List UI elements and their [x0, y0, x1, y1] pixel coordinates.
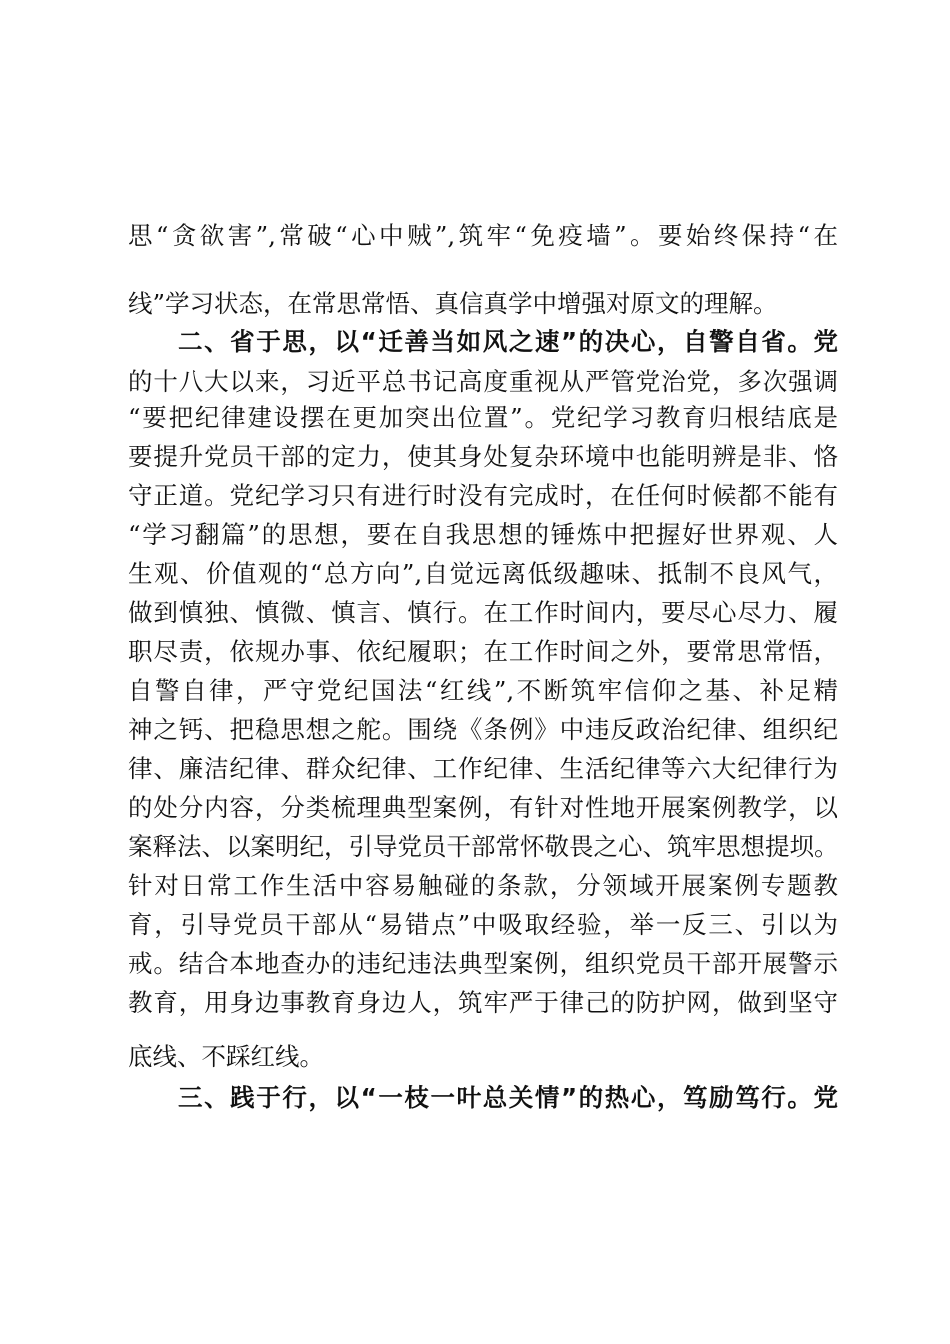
body-line-20: 底线、不踩红线。 [128, 1042, 324, 1071]
section-2-heading-line [178, 324, 838, 360]
body-line-11: 自警自律，严守党纪国法“红线”,不断筑牢信仰之基、补足精 [128, 676, 838, 705]
body-line-18: 戒。结合本地查办的违纪违法典型案例，组织党员干部开展警示 [128, 949, 838, 978]
body-line-10: 职尽责，依规办事、依纪履职；在工作时间之外，要常思常悟， [128, 637, 838, 666]
body-line-1: 思“贪欲害”,常破“心中贼”,筑牢“免疫墙”。要始终保持“在 [128, 221, 838, 250]
body-line-6: 守正道。党纪学习只有进行时没有完成时，在任何时候都不能有 [128, 481, 838, 510]
section-3-heading: 三、践于行，以“一枝一叶总关情”的热心，笃励笃行。 [178, 1083, 814, 1112]
body-line-13: 律、廉洁纪律、群众纪律、工作纪律、生活纪律等六大纪律行为 [128, 754, 838, 783]
body-line-14: 的处分内容，分类梳理典型案例，有针对性地开展案例教学，以 [128, 793, 838, 822]
body-line-5: 要提升党员干部的定力，使其身处复杂环境中也能明辨是非、恪 [128, 442, 838, 471]
body-line-9: 做到慎独、慎微、慎言、慎行。在工作时间内，要尽心尽力、履 [128, 598, 838, 627]
section-2-heading-tail: 党 [813, 327, 838, 356]
body-line-3: 的十八大以来，习近平总书记高度重视从严管党治党，多次强调 [128, 367, 838, 396]
body-line-16: 针对日常工作生活中容易触碰的条款，分领域开展案例专题教 [128, 871, 838, 900]
body-line-7: “学习翻篇”的思想，要在自我思想的锤炼中把握好世界观、人 [128, 520, 838, 549]
body-line-17: 育，引导党员干部从“易错点”中吸取经验，举一反三、引以为 [128, 910, 838, 939]
body-line-2: 线”学习状态，在常思常悟、真信真学中增强对原文的理解。 [128, 289, 778, 318]
body-line-19: 教育，用身边事教育身边人，筑牢严于律己的防护网，做到坚守 [128, 988, 838, 1017]
body-line-8: 生观、价值观的“总方向”,自觉远离低级趣味、抵制不良风气， [128, 559, 838, 588]
body-line-4: “要把纪律建设摆在更加突出位置”。党纪学习教育归根结底是 [128, 403, 838, 432]
section-2-heading: 二、省于思，以“迁善当如风之速”的决心，自警自省。 [178, 327, 814, 356]
section-3-heading-line [178, 1080, 838, 1116]
body-line-12: 神之钙、把稳思想之舵。围绕《条例》中违反政治纪律、组织纪 [128, 715, 838, 744]
body-line-15: 案释法、以案明纪，引导党员干部常怀敬畏之心、筑牢思想提坝。 [128, 832, 839, 861]
section-3-heading-tail: 党 [813, 1083, 838, 1112]
